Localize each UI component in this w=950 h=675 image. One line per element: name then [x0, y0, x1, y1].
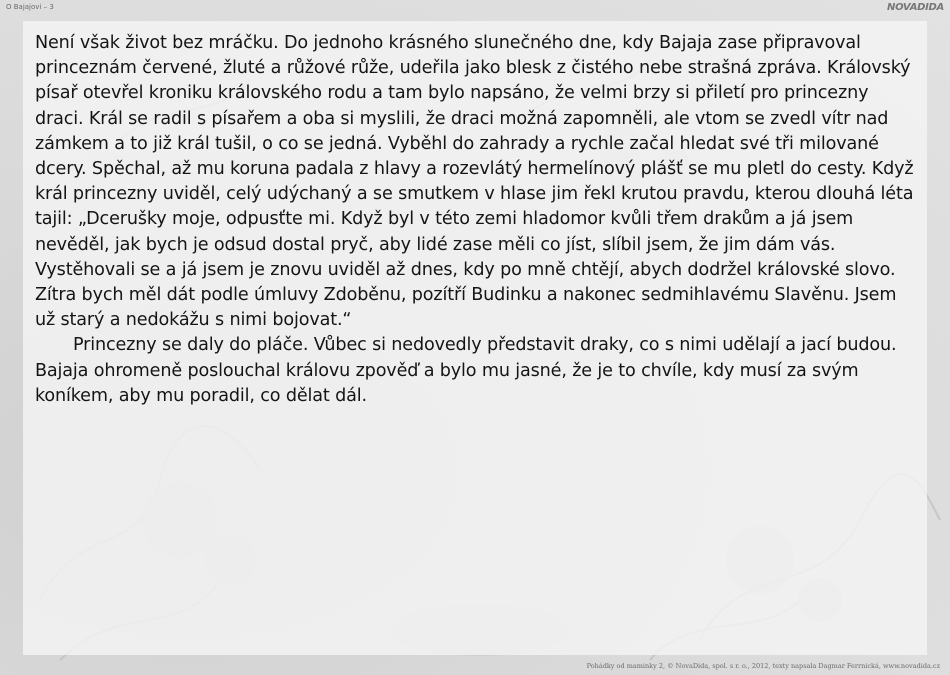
- story-paragraph-2: Princezny se daly do pláče. Vůbec si nedovedly představit draky, co s nimi udělají a jací budou. Bajaja ohromeně poslouchal královu zpověď a bylo mu jasné, že je to chvíle, kdy musí za svým koníkem, aby mu poradil, co dělat dál.: [35, 335, 897, 406]
- footer-credit: Pohádky od maminky 2, © NovaDida, spol. s r. o., 2012, texty napsala Dagmar Ferrnická, www.novadida.cz: [586, 662, 940, 670]
- story-paragraph-1: Není však život bez mráčku. Do jednoho krásného slunečného dne, kdy Bajaja zase připravoval princeznám červené, žluté a růžové růže, udeřila jako blesk z čistého nebe strašná zpráva. Královský písař otevřel kroniku královského rodu a tam bylo napsáno, že velmi brzy si přiletí pro princezny draci. Král se radil s písařem a oba si myslili, že draci možná zapomněli, ale vtom se zvedl vítr nad zámkem a to již král tušil, o co se jedná. Vyběhl do zahrady a rychle začal hledat své tři milované dcery. Spěchal, až mu koruna padala z hlavy a rozevlátý hermelínový plášť se mu pletl do cesty. Když král princezny uviděl, celý udýchaný a se smutkem v hlase jim řekl krutou pravdu, kterou dlouhá léta tajil: „Dcerušky moje, odpusťte mi. Když byl v této zemi hladomor kvůli třem drakům a já jsem nevěděl, jak bych je odsud dostal pryč, aby lidé zase měli co jíst, slíbil jsem, že jim dám vás. Vystěhovali se a já jsem je znovu uviděl až dnes, kdy po mně chtějí, abych dodržel královské slovo. Zítra bych měl dát podle úmluvy Zdoběnu, pozítří Budinku a nakonec sedmihlavému Slavěnu. Jsem už starý a nedokážu s nimi bojovat.“: [35, 33, 914, 331]
- novadida-logo: NOVADIDA: [887, 2, 944, 13]
- story-text-panel: [23, 21, 927, 655]
- page-header-title: O Bajajovi – 3: [6, 3, 54, 11]
